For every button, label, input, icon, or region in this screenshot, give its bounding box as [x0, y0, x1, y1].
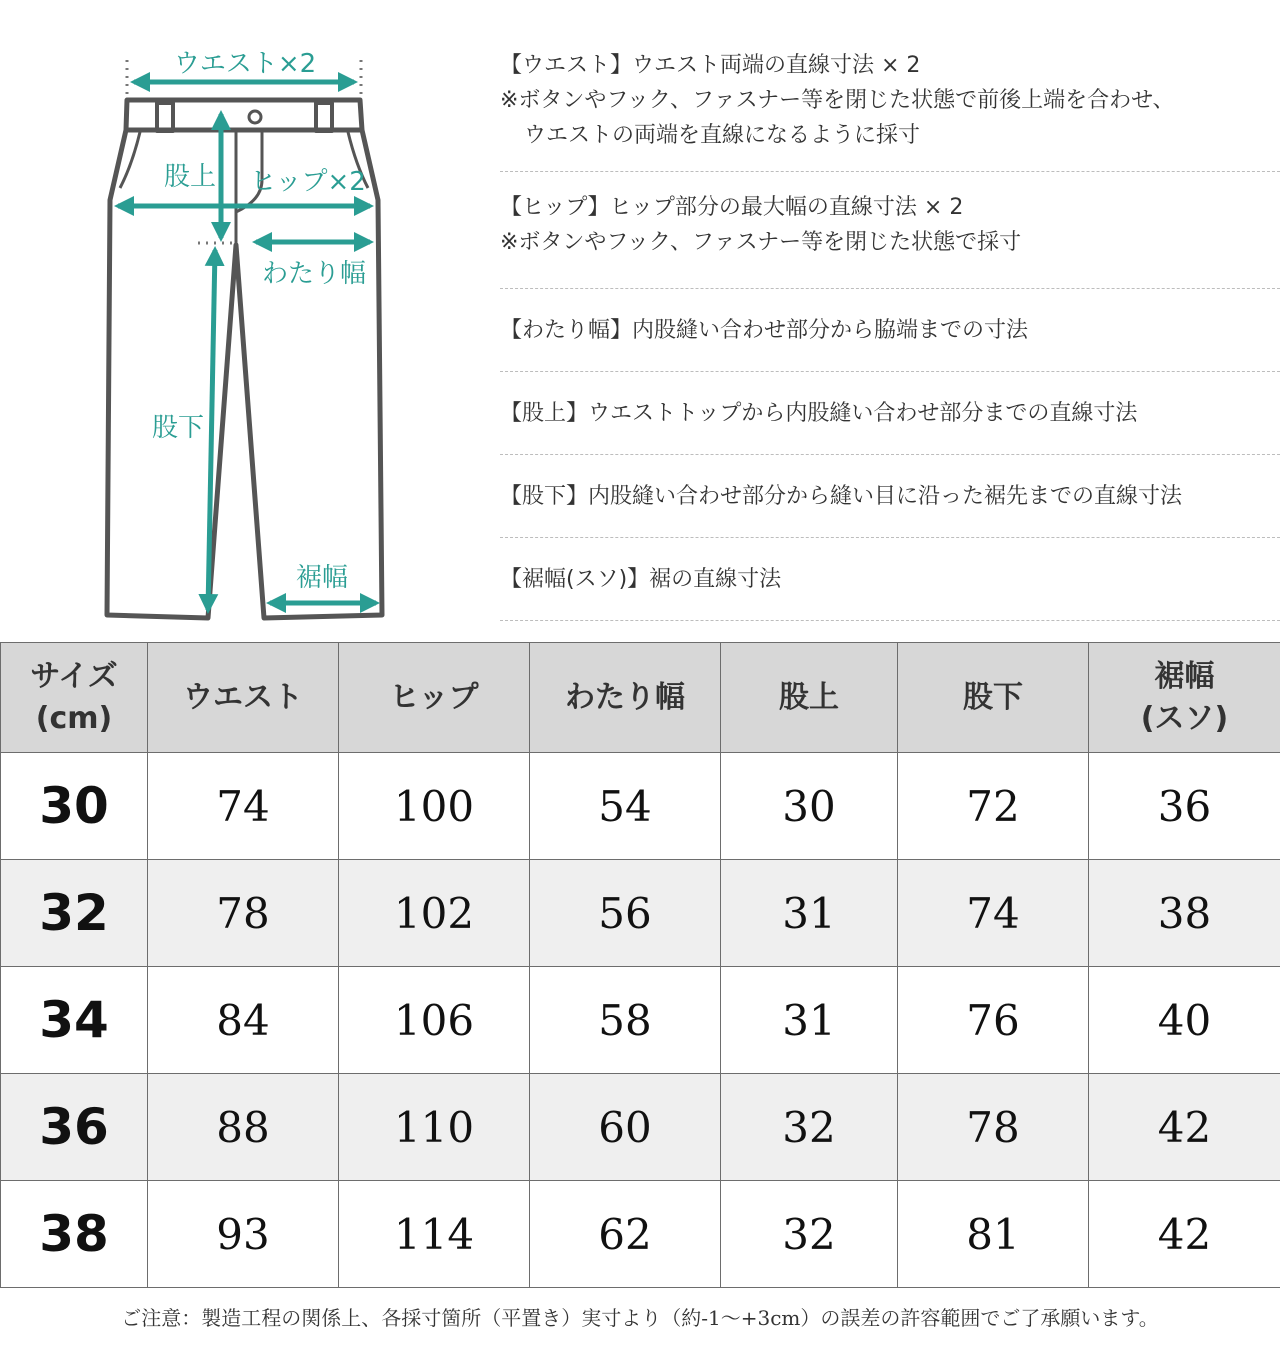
rise-label: 股上 [163, 162, 217, 192]
definition-note: ※ボタンやフック、ファスナー等を閉じた状態で採寸 [500, 230, 1022, 255]
hip-label: ヒップ×2 [250, 167, 366, 197]
definition-title: 【裾幅(スソ)】裾の直線寸法 [500, 567, 782, 592]
hem-label: 裾幅 [295, 563, 349, 593]
reference-dots [127, 60, 361, 243]
header-hip: ヒップ [339, 643, 530, 753]
definition-waist [500, 40, 1280, 172]
inseam-cell: 74 [898, 860, 1089, 967]
thigh-cell: 62 [530, 1181, 721, 1288]
size-cell: 38 [1, 1181, 148, 1288]
hip-cell: 102 [339, 860, 530, 967]
table-header-row [1, 643, 1280, 753]
size-table [0, 642, 1280, 1288]
table-row [1, 860, 1280, 967]
hip-cell: 100 [339, 753, 530, 860]
definition-hip [500, 172, 1280, 289]
definition-title: 【股下】内股縫い合わせ部分から縫い目に沿った裾先までの直線寸法 [500, 484, 1183, 509]
waist-cell: 88 [148, 1074, 339, 1181]
rise-cell: 31 [721, 860, 898, 967]
thigh-cell: 58 [530, 967, 721, 1074]
inseam-cell: 78 [898, 1074, 1089, 1181]
waist-cell: 74 [148, 753, 339, 860]
hip-cell: 110 [339, 1074, 530, 1181]
hip-cell: 114 [339, 1181, 530, 1288]
rise-cell: 32 [721, 1181, 898, 1288]
hem-cell: 40 [1089, 967, 1280, 1074]
rise-cell: 32 [721, 1074, 898, 1181]
definition-title: 【ヒップ】ヒップ部分の最大幅の直線寸法 × 2 [500, 195, 964, 220]
rise-cell: 30 [721, 753, 898, 860]
inseam-cell: 76 [898, 967, 1089, 1074]
header-inseam: 股下 [898, 643, 1089, 753]
thigh-cell: 54 [530, 753, 721, 860]
definition-thigh [500, 289, 1280, 372]
definition-note: ※ボタンやフック、ファスナー等を閉じた状態で前後上端を合わせ、 [500, 88, 1175, 113]
hem-cell: 38 [1089, 860, 1280, 967]
rise-cell: 31 [721, 967, 898, 1074]
header-waist: ウエスト [148, 643, 339, 753]
waist-cell: 84 [148, 967, 339, 1074]
thigh-cell: 56 [530, 860, 721, 967]
pants-measurement-diagram [100, 40, 400, 630]
table-row [1, 1181, 1280, 1288]
hem-cell: 42 [1089, 1074, 1280, 1181]
size-cell: 34 [1, 967, 148, 1074]
header-hem: 裾幅 (スソ) [1089, 643, 1280, 753]
header-rise: 股上 [721, 643, 898, 753]
size-cell: 30 [1, 753, 148, 860]
thigh-label: わたり幅 [261, 259, 367, 289]
disclaimer-note: ご注意：製造工程の関係上、各採寸箇所（平置き）実寸より（約-1〜+3cm）の誤差の許容範囲でご了承願います。 [121, 1306, 1159, 1330]
measurement-arrows [118, 82, 376, 610]
definition-title: 【ウエスト】ウエスト両端の直線寸法 × 2 [500, 53, 921, 78]
waist-cell: 78 [148, 860, 339, 967]
table-row [1, 1074, 1280, 1181]
hem-cell: 42 [1089, 1181, 1280, 1288]
waist-cell: 93 [148, 1181, 339, 1288]
hip-cell: 106 [339, 967, 530, 1074]
header-thigh: わたり幅 [530, 643, 721, 753]
measurement-definitions [500, 40, 1280, 621]
definition-hem [500, 538, 1280, 621]
table-row [1, 753, 1280, 860]
thigh-cell: 60 [530, 1074, 721, 1181]
inseam-cell: 81 [898, 1181, 1089, 1288]
header-size: サイズ (cm) [1, 643, 148, 753]
table-row [1, 967, 1280, 1074]
definition-note: ウエストの両端を直線になるように採寸 [524, 123, 921, 148]
definition-title: 【わたり幅】内股縫い合わせ部分から脇端までの寸法 [500, 318, 1029, 343]
definition-inseam [500, 455, 1280, 538]
inseam-cell: 72 [898, 753, 1089, 860]
definition-rise [500, 372, 1280, 455]
size-cell: 32 [1, 860, 148, 967]
inseam-label: 股下 [151, 413, 205, 443]
definition-title: 【股上】ウエストトップから内股縫い合わせ部分までの直線寸法 [500, 401, 1138, 426]
size-cell: 36 [1, 1074, 148, 1181]
hem-cell: 36 [1089, 753, 1280, 860]
waist-label: ウエスト×2 [173, 49, 317, 79]
